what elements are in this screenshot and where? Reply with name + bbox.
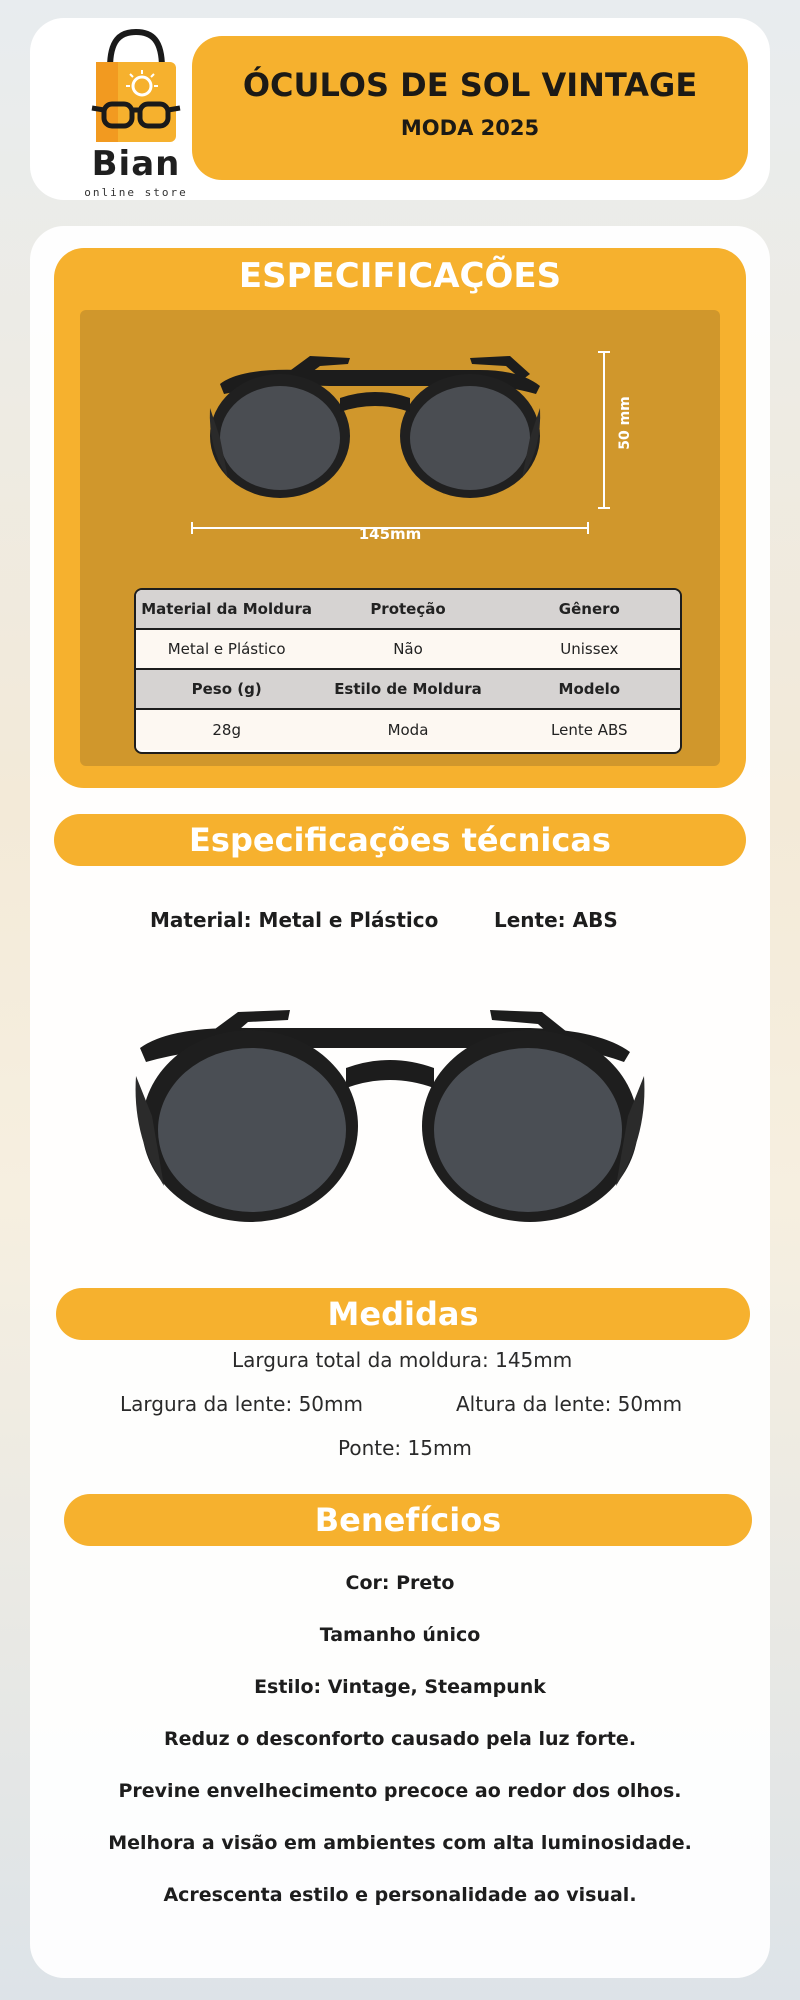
main-card	[30, 226, 770, 1978]
measures-heading: Medidas	[56, 1288, 750, 1340]
benefit-item: Reduz o desconforto causado pela luz forte.	[163, 1728, 637, 1750]
table-header-cell: Material da Moldura	[141, 600, 313, 618]
bridge-text: Ponte: 15mm	[338, 1436, 472, 1460]
table-header-cell: Gênero	[558, 600, 620, 618]
benefit-item: Acrescenta estilo e personalidade ao visual.	[163, 1884, 637, 1906]
lens-text: Lente: ABS	[494, 908, 618, 932]
table-cell: Metal e Plástico	[167, 640, 286, 658]
material-text: Material: Metal e Plástico	[150, 908, 439, 932]
total-width-text: Largura total da moldura: 145mm	[232, 1348, 573, 1372]
width-dimension-label: 145mm	[358, 525, 422, 543]
table-row	[136, 590, 680, 630]
lens-height-text: Altura da lente: 50mm	[456, 1392, 683, 1416]
logo-name: Bian	[91, 144, 181, 184]
store-logo[interactable]	[62, 26, 210, 199]
logo-subtitle: online store	[84, 186, 188, 199]
table-row	[136, 670, 680, 710]
height-dimension-label: 50 mm	[617, 396, 633, 450]
shopping-bag-icon	[62, 26, 210, 146]
table-cell: Unissex	[560, 640, 619, 658]
benefit-item: Cor: Preto	[345, 1572, 455, 1594]
page-subtitle: MODA 2025	[400, 116, 540, 140]
table-cell: Moda	[387, 721, 429, 739]
specifications-panel	[54, 248, 746, 788]
table-header-cell: Peso (g)	[191, 680, 262, 698]
page-title: ÓCULOS DE SOL VINTAGE	[242, 66, 698, 104]
benefit-item: Estilo: Vintage, Steampunk	[254, 1676, 546, 1698]
benefits-heading: Benefícios	[64, 1494, 752, 1546]
specifications-title: ESPECIFICAÇÕES	[238, 256, 562, 296]
benefit-item: Melhora a visão em ambientes com alta luminosidade.	[108, 1832, 692, 1854]
table-cell: Não	[393, 640, 423, 658]
header-card	[30, 18, 770, 200]
table-cell: Lente ABS	[551, 721, 628, 739]
table-header-cell: Estilo de Moldura	[334, 680, 482, 698]
lens-width-text: Largura da lente: 50mm	[120, 1392, 363, 1416]
table-row	[136, 710, 680, 750]
sunglasses-product-image	[130, 976, 670, 1256]
specifications-table	[134, 588, 682, 754]
table-header-cell: Proteção	[370, 600, 446, 618]
benefit-item: Previne envelhecimento precoce ao redor dos olhos.	[118, 1780, 682, 1802]
table-header-cell: Modelo	[558, 680, 621, 698]
technical-specs-heading: Especificações técnicas	[54, 814, 746, 866]
title-banner	[192, 36, 748, 180]
table-cell: 28g	[212, 721, 241, 739]
table-row	[136, 630, 680, 670]
specifications-inner	[80, 310, 720, 766]
benefit-item: Tamanho único	[319, 1624, 481, 1646]
